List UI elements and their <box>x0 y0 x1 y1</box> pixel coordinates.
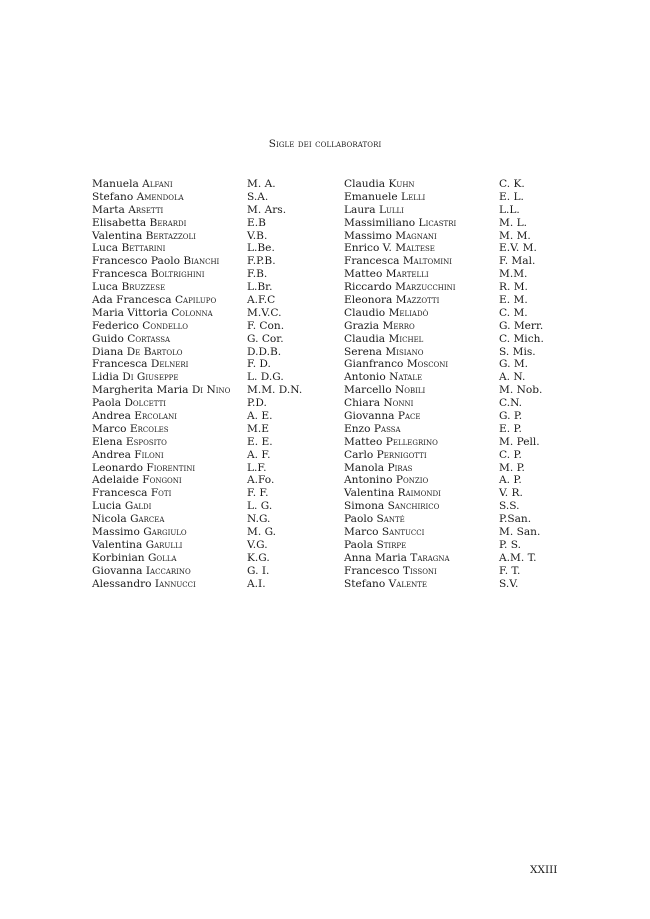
contributor-name <box>344 242 435 255</box>
contributor-name <box>344 449 427 462</box>
contributor-name <box>92 320 188 333</box>
contributor-name <box>344 565 437 578</box>
contributor-first-name: Valentina <box>92 538 143 551</box>
contributor-first-name: Emanuele <box>344 190 398 203</box>
contributor-surname: Kuhn <box>388 178 415 190</box>
contributor-first-name: Marco <box>92 422 127 435</box>
contributor-name <box>344 358 448 371</box>
contributor-surname: Boltrighini <box>150 268 205 281</box>
contributor-first-name: Luca <box>92 242 119 255</box>
contributor-siglum: G. M. <box>499 358 529 371</box>
contributor-siglum: G. Merr. <box>499 319 544 332</box>
contributor-siglum: F.B. <box>247 268 268 281</box>
contributor-first-name: Carlo <box>344 448 374 461</box>
contributor-name <box>92 281 165 294</box>
contributor-first-name: Lucia <box>92 500 122 513</box>
contributor-name <box>344 294 439 307</box>
contributor-siglum: S.V. <box>499 577 519 590</box>
contributor-siglum: C. K. <box>499 178 525 190</box>
contributor-surname: Arsetti <box>128 203 164 216</box>
contributor-surname: Iannucci <box>154 577 196 590</box>
contributor-surname: Pernigotti <box>376 448 427 461</box>
contributor-siglum: C. P. <box>499 448 522 461</box>
contributor-surname: Cortassa <box>127 332 171 345</box>
contributor-siglum: A.M. T. <box>499 551 537 564</box>
contributor-first-name: Ada Francesca <box>92 294 172 307</box>
contributor-siglum: D.D.B. <box>247 345 282 358</box>
contributor-surname: Dolcetti <box>124 397 167 410</box>
contributor-siglum: C.N. <box>499 397 523 410</box>
contributor-siglum: A. N. <box>499 371 526 384</box>
contributor-surname: Nonni <box>383 397 414 410</box>
contributor-first-name: Antonio <box>344 371 386 384</box>
contributor-siglum: M.M. <box>499 268 528 281</box>
contributor-name <box>92 526 187 539</box>
contributor-surname: Lelli <box>401 190 426 203</box>
contributor-name <box>92 255 219 268</box>
contributor-surname: Pace <box>397 410 421 423</box>
contributor-surname: Sanchirico <box>387 500 440 513</box>
contributor-first-name: Stefano <box>92 190 134 203</box>
contributor-siglum: V.G. <box>247 538 268 551</box>
contributor-siglum: F. Mal. <box>499 255 536 268</box>
contributor-name <box>92 474 182 487</box>
contributor-name <box>344 346 423 359</box>
contributor-name <box>344 281 456 294</box>
contributor-name <box>344 474 428 487</box>
contributor-siglum: A. P. <box>499 474 522 487</box>
contributor-first-name: Margherita Maria <box>92 384 189 397</box>
contributor-siglum: C. Mich. <box>499 332 544 345</box>
contributor-siglum: M. L. <box>499 216 527 229</box>
contributor-siglum: S.S. <box>499 500 520 513</box>
contributor-surname: Michel <box>388 332 424 345</box>
contributor-siglum: F. Con. <box>247 319 285 332</box>
contributor-surname: Passa <box>373 422 401 435</box>
contributor-siglum: M. M. <box>499 229 531 242</box>
contributor-surname: Ercoles <box>129 422 169 435</box>
contributor-surname: Capilupo <box>174 294 217 307</box>
contributor-name <box>92 423 169 436</box>
contributor-name <box>344 436 438 449</box>
contributor-name <box>344 410 421 423</box>
contributor-name <box>344 320 415 333</box>
contributor-surname: Foti <box>150 487 172 500</box>
contributor-name <box>92 500 151 513</box>
contributor-siglum: E. E. <box>247 435 273 448</box>
contributor-first-name: Grazia <box>344 319 380 332</box>
contributor-surname: Pellegrino <box>385 435 438 448</box>
contributor-siglum: F. F. <box>247 487 269 500</box>
contributor-siglum: L.Be. <box>247 242 275 255</box>
contributor-name <box>344 384 425 397</box>
contributor-siglum: M.M. D.N. <box>247 384 303 397</box>
contributor-surname: De Bartolo <box>126 345 183 358</box>
contributor-first-name: Enrico V. <box>344 242 392 255</box>
contributor-siglum: F. T. <box>499 564 521 577</box>
contributor-first-name: Valentina <box>92 229 143 242</box>
contributor-name <box>92 242 165 255</box>
contributor-name <box>344 539 406 552</box>
contributor-surname: Amendola <box>136 190 184 203</box>
contributor-name <box>92 513 164 526</box>
contributor-first-name: Paola <box>92 397 122 410</box>
contributor-siglum: F.P.B. <box>247 255 276 268</box>
contributor-surname: Maltese <box>395 242 435 255</box>
contributor-surname: Magnani <box>395 229 437 242</box>
contributor-siglum: G. P. <box>499 410 523 423</box>
contributor-surname: Delneri <box>150 358 189 371</box>
contributor-surname: Bettarini <box>121 242 166 255</box>
contributor-name <box>344 487 441 500</box>
contributor-first-name: Elena <box>92 435 123 448</box>
contributor-surname: Esposito <box>125 435 167 448</box>
page-number: XXIII <box>530 864 558 876</box>
contributor-first-name: Claudia <box>344 332 386 345</box>
contributor-siglum: P.San. <box>499 513 532 526</box>
contributor-siglum: E.B <box>247 216 266 229</box>
contributor-name <box>92 268 205 281</box>
contributor-name <box>344 333 423 346</box>
page-title: Sigle dei collaboratori <box>268 138 382 150</box>
contributor-name <box>344 307 428 320</box>
contributor-first-name: Serena <box>344 345 382 358</box>
contributor-first-name: Claudia <box>344 178 386 190</box>
contributor-surname: Tissoni <box>402 564 437 577</box>
contributor-surname: Bianchi <box>183 255 220 268</box>
contributor-surname: Bertazzoli <box>145 229 196 242</box>
contributor-name <box>92 358 188 371</box>
contributor-surname: Piras <box>387 461 413 474</box>
contributor-name <box>344 371 422 384</box>
contributor-siglum: M. Nob. <box>499 384 543 397</box>
contributor-surname: Fongoni <box>142 474 182 487</box>
contributor-name <box>92 410 177 423</box>
contributor-surname: Santé <box>376 513 405 526</box>
contributor-siglum: L.L. <box>499 203 520 216</box>
contributor-first-name: Giovanna <box>92 564 143 577</box>
contributor-first-name: Maria Vittoria <box>92 306 168 319</box>
contributor-name <box>92 397 166 410</box>
contributor-surname: Maltomini <box>402 255 453 268</box>
contributor-first-name: Manola <box>344 461 385 474</box>
contributor-surname: Merro <box>382 319 415 332</box>
contributor-first-name: Claudio <box>344 306 386 319</box>
contributor-surname: Garulli <box>145 538 183 551</box>
contributor-first-name: Luca <box>92 281 119 294</box>
contributor-name <box>92 217 186 230</box>
contributor-first-name: Andrea <box>92 448 131 461</box>
contributor-name <box>344 268 429 281</box>
contributor-name <box>92 333 170 346</box>
contributor-name <box>92 178 173 191</box>
contributor-first-name: Massimiliano <box>344 216 416 229</box>
contributor-name <box>344 513 405 526</box>
contributor-first-name: Francesca <box>344 255 400 268</box>
contributor-siglum: M. San. <box>499 526 541 539</box>
contributor-surname: Stirpe <box>376 538 407 551</box>
contributor-surname: Galdi <box>124 500 152 513</box>
contributor-name <box>344 397 413 410</box>
contributor-siglum: A. E. <box>247 410 273 423</box>
contributor-siglum: A. F. <box>247 448 271 461</box>
contributor-surname: Martelli <box>385 268 429 281</box>
contributor-first-name: Anna Maria <box>344 551 407 564</box>
contributor-siglum: E. P. <box>499 422 522 435</box>
contributor-siglum: A.I. <box>247 577 266 590</box>
contributor-name <box>92 307 213 320</box>
contributor-siglum: M. G. <box>247 526 277 539</box>
contributor-first-name: Elisabetta <box>92 216 147 229</box>
contributor-siglum: C. M. <box>499 306 528 319</box>
contributor-surname: Colonna <box>171 306 213 319</box>
contributor-first-name: Giovanna <box>344 410 395 423</box>
contributor-surname: Fiorentini <box>146 461 196 474</box>
contributor-first-name: Francesca <box>92 268 148 281</box>
contributor-surname: Lulli <box>378 203 404 216</box>
contributor-surname: Bruzzese <box>121 281 166 294</box>
contributor-siglum: R. M. <box>499 281 528 294</box>
contributor-siglum: M. Pell. <box>499 435 540 448</box>
contributor-surname: Berardi <box>149 216 187 229</box>
contributor-name <box>92 191 184 204</box>
contributor-surname: Marzucchini <box>395 281 456 294</box>
contributor-surname: Alfani <box>142 178 173 190</box>
contributor-surname: Condello <box>142 319 188 332</box>
contributor-siglum: S. Mis. <box>499 345 536 358</box>
contributor-name <box>92 230 196 243</box>
contributor-siglum: M. P. <box>499 461 525 474</box>
contributor-first-name: Matteo <box>344 268 383 281</box>
contributor-surname: Filoni <box>134 448 164 461</box>
contributor-first-name: Valentina <box>344 487 395 500</box>
contributor-name <box>92 371 179 384</box>
contributor-surname: Mosconi <box>406 358 449 371</box>
contributor-first-name: Marco <box>344 526 379 539</box>
contributor-first-name: Antonino <box>344 474 393 487</box>
contributor-name <box>344 462 412 475</box>
contributor-name <box>92 294 216 307</box>
contributor-name <box>344 526 424 539</box>
contributor-name <box>344 217 456 230</box>
contributor-siglum: E. L. <box>499 190 524 203</box>
contributor-name <box>344 178 415 191</box>
contributor-first-name: Francesca <box>92 358 148 371</box>
contributor-name <box>92 204 163 217</box>
contributor-surname: Di Nino <box>191 384 231 397</box>
contributor-first-name: Paolo <box>344 513 374 526</box>
contributor-siglum: M. Ars. <box>247 203 287 216</box>
contributor-siglum: A.F.C <box>247 294 276 307</box>
contributor-siglum: L. G. <box>247 500 273 513</box>
contributor-siglum: S.A. <box>247 190 269 203</box>
contributor-name <box>92 539 182 552</box>
contributor-name <box>92 552 177 565</box>
contributor-first-name: Stefano <box>344 577 386 590</box>
contributor-name <box>92 384 230 397</box>
contributor-surname: Golla <box>147 551 177 564</box>
contributor-name <box>92 346 182 359</box>
contributor-surname: Ercolani <box>134 410 177 423</box>
contributor-first-name: Marta <box>92 203 125 216</box>
contributor-first-name: Federico <box>92 319 139 332</box>
contributor-surname: Licastri <box>418 216 457 229</box>
contributor-surname: Taragna <box>410 551 450 564</box>
contributor-name <box>344 578 427 591</box>
contributor-surname: Ponzio <box>395 474 429 487</box>
contributor-name <box>92 565 191 578</box>
contributor-first-name: Andrea <box>92 410 131 423</box>
contributor-surname: Mazzotti <box>395 294 440 307</box>
contributor-name <box>344 552 450 565</box>
contributor-first-name: Gianfranco <box>344 358 404 371</box>
contributor-surname: Nobili <box>394 384 426 397</box>
contributor-siglum: E.V. M. <box>499 242 537 255</box>
contributor-siglum: L. D.G. <box>247 371 284 384</box>
contributor-surname: Valente <box>388 577 427 590</box>
contributor-name <box>344 423 401 436</box>
contributor-surname: Garcea <box>130 513 165 526</box>
contributor-first-name: Francesca <box>92 487 148 500</box>
contributor-first-name: Francesco Paolo <box>92 255 180 268</box>
contributor-name <box>92 487 171 500</box>
contributor-name <box>344 230 437 243</box>
contributor-siglum: M. A. <box>247 178 276 190</box>
contributor-siglum: G. I. <box>247 564 270 577</box>
contributor-surname: Iaccarino <box>145 564 191 577</box>
contributor-first-name: Paola <box>344 538 374 551</box>
contributor-first-name: Enzo <box>344 422 371 435</box>
contributor-first-name: Matteo <box>344 435 383 448</box>
contributor-first-name: Nicola <box>92 513 127 526</box>
contributor-siglum: L.F. <box>247 461 267 474</box>
contributor-name <box>344 204 404 217</box>
contributor-siglum: V. R. <box>499 487 523 500</box>
contributor-first-name: Lidia <box>92 371 119 384</box>
contributor-first-name: Simona <box>344 500 385 513</box>
contributor-first-name: Marcello <box>344 384 392 397</box>
contributor-siglum: P.D. <box>247 397 267 410</box>
contributor-surname: Gargiulo <box>143 526 187 539</box>
contributor-first-name: Massimo <box>92 526 140 539</box>
contributor-first-name: Leonardo <box>92 461 144 474</box>
contributor-siglum: L.Br. <box>247 281 273 294</box>
contributor-name <box>92 578 196 591</box>
contributor-siglum: A.Fo. <box>247 474 275 487</box>
contributor-first-name: Guido <box>92 332 124 345</box>
contributor-first-name: Adelaide <box>92 474 139 487</box>
contributor-first-name: Alessandro <box>92 577 152 590</box>
contributor-name <box>344 191 425 204</box>
contributor-first-name: Diana <box>92 345 124 358</box>
contributor-name <box>92 462 195 475</box>
contributor-first-name: Chiara <box>344 397 381 410</box>
contributor-first-name: Riccardo <box>344 281 392 294</box>
contributor-name <box>344 255 452 268</box>
contributor-name <box>344 500 439 513</box>
contributor-siglum: V.B. <box>247 229 268 242</box>
contributor-siglum: M.V.C. <box>247 306 282 319</box>
contributor-first-name: Korbinian <box>92 551 145 564</box>
contributor-surname: Di Giuseppe <box>122 371 179 384</box>
contributor-siglum: F. D. <box>247 358 271 371</box>
contributor-surname: Misiano <box>385 345 424 358</box>
contributor-name <box>92 449 164 462</box>
contributor-siglum: E. M. <box>499 294 528 307</box>
contributor-siglum: G. Cor. <box>247 332 284 345</box>
contributor-first-name: Manuela <box>92 178 139 190</box>
contributor-siglum: N.G. <box>247 513 271 526</box>
contributor-siglum: M.E <box>247 422 269 435</box>
contributor-name <box>92 436 167 449</box>
contributor-surname: Natale <box>389 371 423 384</box>
contributor-surname: Santucci <box>381 526 425 539</box>
contributor-surname: Raimondi <box>397 487 441 500</box>
contributor-first-name: Eleonora <box>344 294 393 307</box>
contributor-first-name: Massimo <box>344 229 392 242</box>
contributor-siglum: P. S. <box>499 538 521 551</box>
contributor-first-name: Laura <box>344 203 376 216</box>
contributor-first-name: Francesco <box>344 564 400 577</box>
contributor-siglum: K.G. <box>247 551 270 564</box>
contributor-surname: Meliadò <box>388 306 429 319</box>
